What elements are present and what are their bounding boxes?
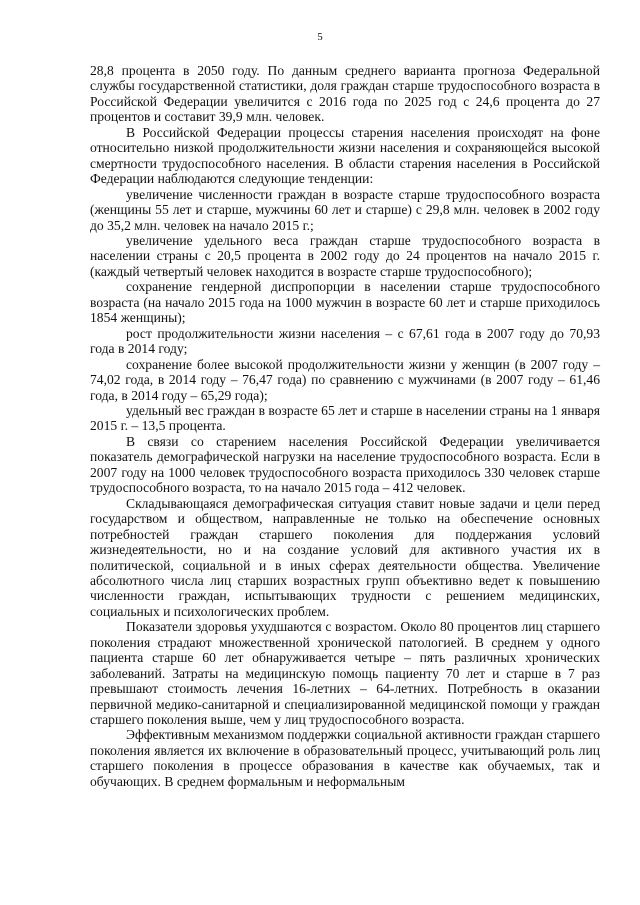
paragraph-trend-population: увеличение численности граждан в возрасте старше трудоспособного возраста (женщины 55 лет и старше, мужчины 60 лет и старше) с 29,8 млн. человек в 2002 году до 35,2 млн. человек на начало 2015 г.;: [90, 186, 600, 233]
paragraph-new-tasks: Складывающаяся демографическая ситуация ставит новые задачи и цели перед государством и обществом, направленные не только на обеспечение основных потребностей граждан старшего поколения для поддержания условий жизнедеятельности, но и на создание условий для активного участия их в политической, социальной и в иных сферах деятельности общества. Увеличение абсолютного числа лиц старших возрастных групп объективно ведет к повышению численности граждан, испытывающих трудности с решением медицинских, социальных и психологических проблем.: [90, 495, 600, 619]
paragraph-trend-gender: сохранение гендерной диспропорции в населении старше трудоспособного возраста (на начало 2015 года на 1000 мужчин в возрасте 60 лет и старше приходилось 1854 женщины);: [90, 279, 600, 326]
document-body: [90, 63, 600, 789]
paragraph-aging-background: В Российской Федерации процессы старения населения происходят на фоне относительно низкой продолжительности жизни населения и сохраняющейся высокой смертности трудоспособного населения. В области старения населения в Российской Федерации наблюдаются следующие тенденции:: [90, 124, 600, 187]
paragraph-health-indicators: Показатели здоровья ухудшаются с возрастом. Около 80 процентов лиц старшего поколения страдают множественной хронической патологией. В среднем у одного пациента старше 60 лет обнаруживается четыре – пять различных хронических заболеваний. Затраты на медицинскую помощь пациенту 70 лет и старше в 7 раз превышают стоимость лечения 16-летних – 64-летних. Потребность в оказании первичной медико-санитарной и специализированной медицинской помощи у граждан старшего поколения выше, чем у лиц трудоспособного возраста.: [90, 619, 600, 728]
paragraph-trend-over-65: удельный вес граждан в возрасте 65 лет и старше в населении страны на 1 января 2015 г. – 13,5 процента.: [90, 402, 600, 434]
paragraph-demographic-load: В связи со старением населения Российской Федерации увеличивается показатель демографической нагрузки на население трудоспособного возраста. Если в 2007 году на 1000 человек трудоспособного возраста приходилось 330 человек старше трудоспособного возраста, то на начало 2015 года – 412 человек.: [90, 433, 600, 496]
page-number: 5: [317, 31, 323, 43]
paragraph-continuation: 28,8 процента в 2050 году. По данным среднего варианта прогноза Федеральной службы государственной статистики, доля граждан старше трудоспособного возраста в Российской Федерации увеличится с 2016 года по 2025 год с 24,6 процента до 27 процентов и составит 39,9 млн. человек.: [90, 63, 600, 125]
paragraph-trend-life-expectancy: рост продолжительности жизни населения – с 67,61 года в 2007 году до 70,93 года в 2014 году;: [90, 325, 600, 357]
paragraph-trend-women-life-expectancy: сохранение более высокой продолжительности жизни у женщин (в 2007 году – 74,02 года, в 2014 году – 76,47 года) по сравнению с мужчинами (в 2007 году – 61,46 года, в 2014 году – 65,29 года);: [90, 356, 600, 403]
paragraph-trend-share: увеличение удельного веса граждан старше трудоспособного возраста в населении страны с 20,5 процента в 2002 году до 24 процентов на начало 2015 г. (каждый четвертый человек находится в возрасте старше трудоспособного);: [90, 232, 600, 279]
paragraph-education: Эффективным механизмом поддержки социальной активности граждан старшего поколения является их включение в образовательный процесс, учитывающий роль лиц старшего поколения в процессе образования в качестве как обучаемых, так и обучающих. В среднем формальным и неформальным: [90, 727, 600, 789]
